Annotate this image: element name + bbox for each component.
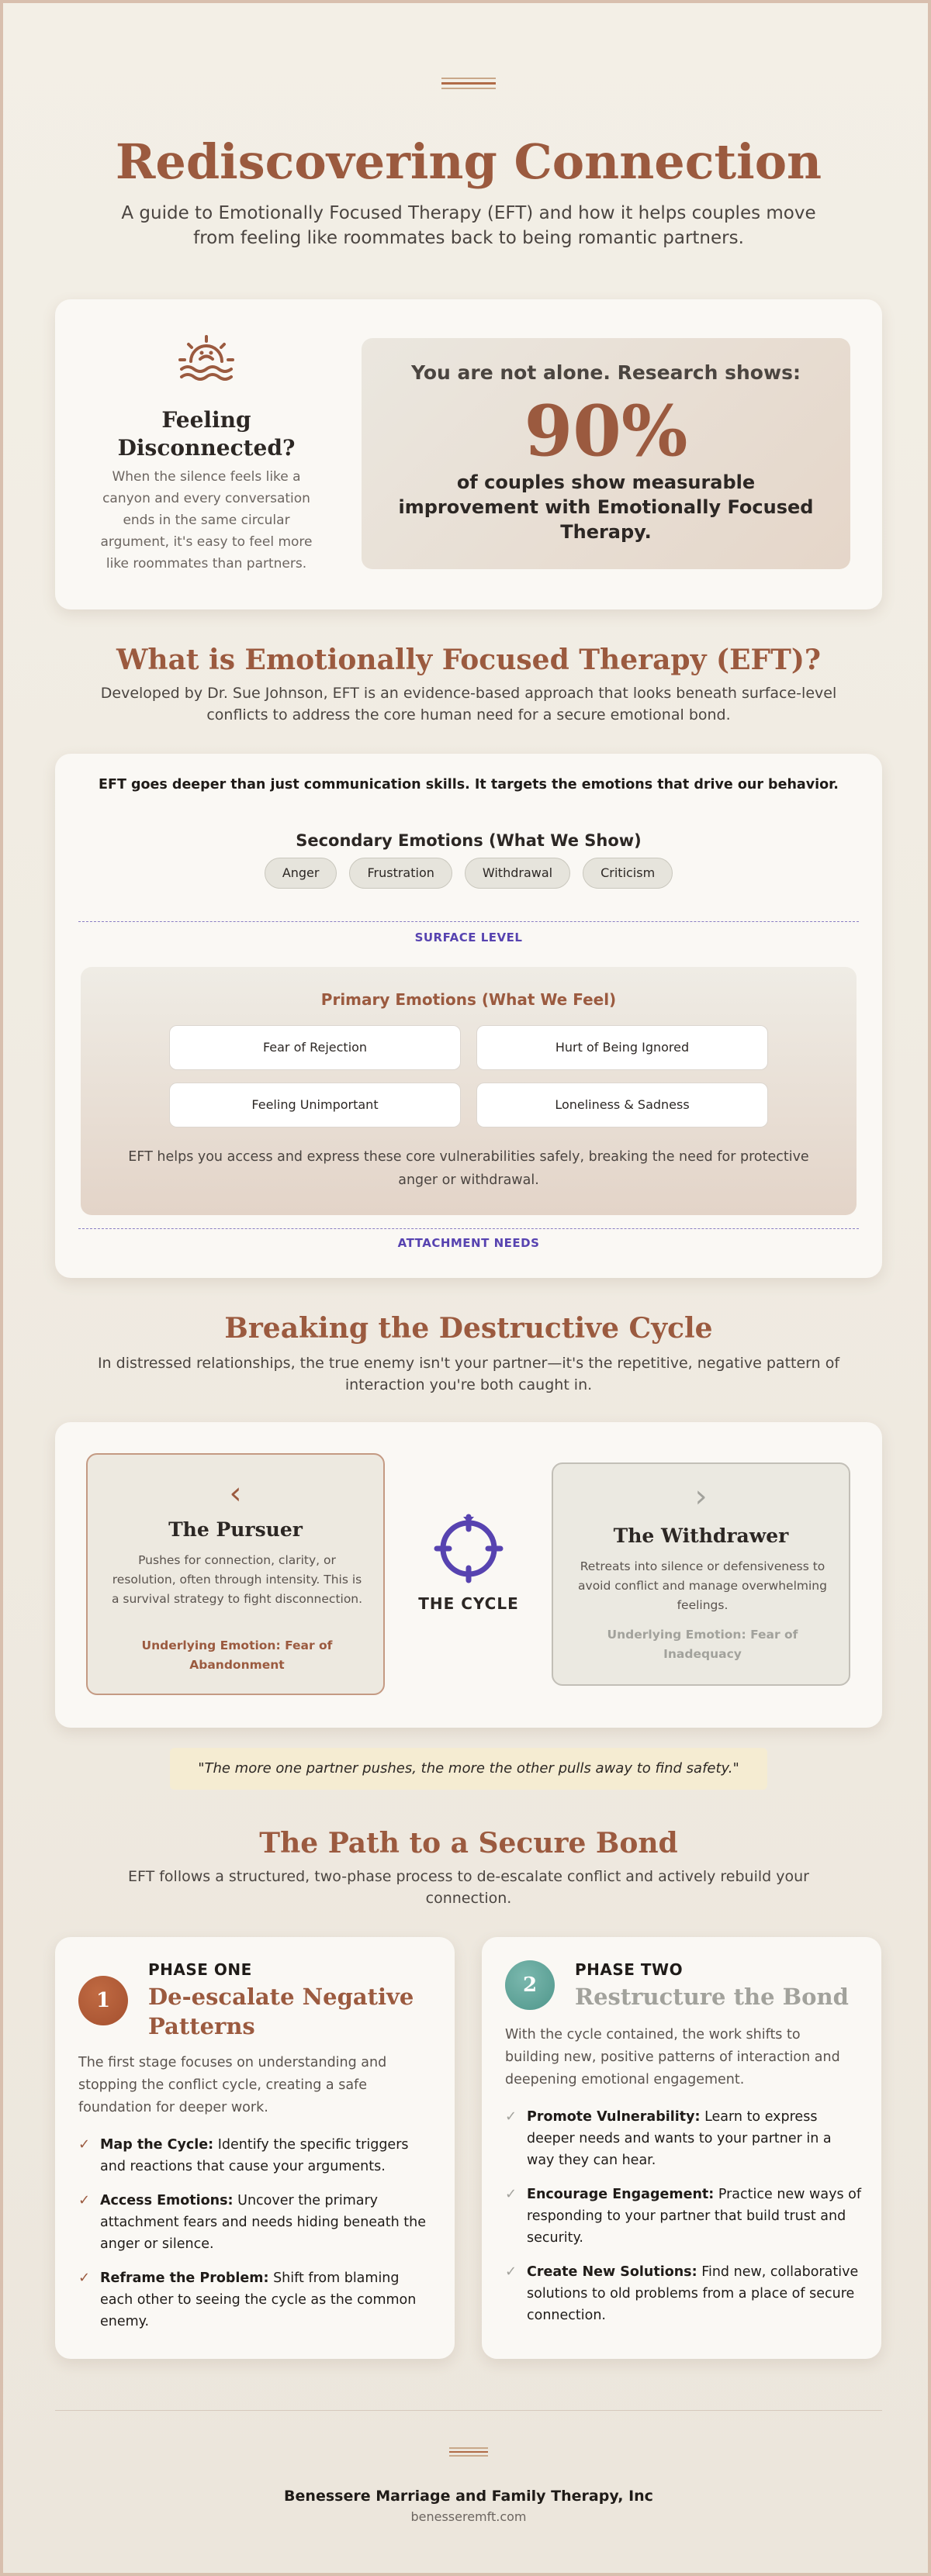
emotion-pill: Frustration — [349, 858, 452, 889]
step-heading: Promote Vulnerability: — [527, 2109, 701, 2125]
intro-card — [55, 299, 882, 609]
page-title: Rediscovering Connection — [115, 133, 822, 190]
step-text: Learn to express deeper needs and wants to your partner in a way they can hear. — [527, 2109, 832, 2168]
page-subtitle: A guide to Emotionally Focused Therapy (EFT) and how it helps couples move from feeling like roommates back to being romantic partners. — [121, 203, 816, 248]
path-title: The Path to a Secure Bond — [259, 1827, 678, 1859]
phase-number-badge: 1 — [78, 1976, 128, 2025]
phase-step — [505, 2106, 862, 2171]
eft-title: What is Emotionally Focused Therapy (EFT)? — [116, 644, 822, 676]
attachment-needs-label: ATTACHMENT NEEDS — [397, 1236, 540, 1250]
cycle-card — [55, 1422, 882, 1728]
cycle-title: Breaking the Destructive Cycle — [224, 1312, 713, 1345]
phase-step — [78, 2267, 435, 2333]
phase-one-card — [55, 1937, 455, 2359]
intro-title: Feeling Disconnected? — [117, 407, 296, 461]
phase-title: Restructure the Bond — [575, 1984, 849, 2010]
footer-website-link[interactable]: benesseremft.com — [410, 2509, 527, 2524]
pursuer-emotion: Underlying Emotion: Fear of Abandonment — [141, 1638, 333, 1672]
step-text: Practice new ways of responding to your partner that build trust and security. — [527, 2187, 861, 2246]
primary-emotion-cell: Fear of Rejection — [169, 1025, 461, 1070]
step-text: Shift from blaming each other to seeing the cycle as the common enemy. — [100, 2270, 417, 2329]
step-heading: Access Emotions: — [100, 2193, 234, 2208]
check-icon: ✓ — [505, 2108, 517, 2125]
footer-divider — [55, 2410, 882, 2411]
stat-heading: You are not alone. Research shows: — [411, 361, 801, 384]
withdrawer-panel — [552, 1462, 850, 1686]
cycle-subtitle: In distressed relationships, the true enemy isn't your partner—it's the repetitive, negative pattern of interaction you're both caught in. — [97, 1355, 840, 1393]
phase-label: PHASE ONE — [148, 1960, 252, 1979]
eft-subtitle: Developed by Dr. Sue Johnson, EFT is an evidence-based approach that looks beneath surface-level conflicts to address the core human need for a secure emotional bond. — [100, 685, 837, 723]
attachment-divider — [78, 1228, 859, 1229]
emotion-pill: Withdrawal — [465, 858, 570, 889]
pursuer-title: The Pursuer — [168, 1518, 303, 1541]
check-icon: ✓ — [505, 2186, 517, 2202]
check-icon: ✓ — [78, 2192, 91, 2208]
primary-emotions-grid — [169, 1025, 768, 1127]
withdrawer-title: The Withdrawer — [613, 1525, 789, 1547]
check-icon: ✓ — [78, 2136, 91, 2153]
primary-emotions-panel — [81, 967, 857, 1215]
path-subtitle: EFT follows a structured, two-phase process to de-escalate conflict and actively rebuild your connection. — [128, 1868, 809, 1907]
phase-number-badge: 2 — [505, 1960, 555, 2010]
step-text: Uncover the primary attachment fears and needs hiding beneath the anger or silence. — [100, 2193, 427, 2252]
phase-description: With the cycle contained, the work shifts to building new, positive patterns of interaction and deepening emotional engagement. — [505, 2027, 840, 2087]
step-text: Identify the specific triggers and reactions that cause your arguments. — [100, 2137, 409, 2174]
secondary-emotions-list — [55, 858, 882, 889]
intro-text: When the silence feels like a canyon and every conversation ends in the same circular argument, it's easy to feel more like roommates than partners. — [100, 469, 313, 571]
primary-emotion-cell: Feeling Unimportant — [169, 1083, 461, 1127]
check-icon: ✓ — [505, 2263, 517, 2280]
step-heading: Create New Solutions: — [527, 2264, 697, 2280]
cycle-icon — [434, 1514, 504, 1583]
sad-sun-icon — [175, 332, 237, 386]
withdrawer-emotion: Underlying Emotion: Fear of Inadequacy — [607, 1628, 798, 1661]
step-heading: Reframe the Problem: — [100, 2270, 269, 2286]
secondary-emotions-title: Secondary Emotions (What We Show) — [296, 831, 642, 850]
cycle-label: THE CYCLE — [418, 1594, 519, 1613]
emotion-pill: Anger — [265, 858, 337, 889]
cycle-quote: "The more one partner pushes, the more the other pulls away to find safety." — [170, 1748, 767, 1790]
phase-step — [505, 2261, 862, 2326]
phase-step — [505, 2184, 862, 2249]
phase-label: PHASE TWO — [575, 1960, 684, 1979]
chevron-left-icon: ‹ — [229, 1476, 242, 1511]
check-icon: ✓ — [78, 2270, 91, 2286]
stat-text: of couples show measurable improvement with Emotionally Focused Therapy. — [398, 471, 814, 543]
phase-steps — [505, 2106, 862, 2339]
surface-level-label: SURFACE LEVEL — [414, 931, 523, 944]
phase-two-card — [482, 1937, 881, 2359]
chevron-right-icon: › — [694, 1479, 708, 1514]
primary-emotion-cell: Hurt of Being Ignored — [476, 1025, 768, 1070]
withdrawer-text: Retreats into silence or defensiveness to avoid conflict and manage overwhelming feelings. — [578, 1559, 827, 1612]
phase-steps — [78, 2134, 435, 2345]
footer-logo-mark — [449, 2447, 488, 2458]
footer-org-name: Benessere Marriage and Family Therapy, Inc — [284, 2488, 653, 2505]
phase-step — [78, 2134, 435, 2177]
phase-description: The first stage focuses on understanding and stopping the conflict cycle, creating a safe foundation for deeper work. — [78, 2055, 387, 2115]
step-text: Find new, collaborative solutions to old problems from a place of secure connection. — [527, 2264, 859, 2323]
pursuer-panel — [86, 1453, 385, 1695]
phase-step — [78, 2190, 435, 2255]
emotions-card — [55, 754, 882, 1278]
emotions-lead: EFT goes deeper than just communication skills. It targets the emotions that drive our behavior. — [99, 777, 839, 792]
emotion-pill: Criticism — [583, 858, 673, 889]
primary-emotions-title: Primary Emotions (What We Feel) — [320, 990, 617, 1009]
pursuer-text: Pushes for connection, clarity, or resolution, often through intensity. This is a survival strategy to fight disconnection. — [111, 1553, 363, 1606]
logo-mark — [441, 78, 496, 92]
phase-title: De-escalate Negative Patterns — [148, 1984, 414, 2039]
primary-emotion-cell: Loneliness & Sadness — [476, 1083, 768, 1127]
step-heading: Map the Cycle: — [100, 2137, 214, 2153]
step-heading: Encourage Engagement: — [527, 2187, 715, 2202]
stat-panel — [362, 338, 850, 569]
surface-divider — [78, 921, 859, 922]
primary-emotions-footer: EFT helps you access and express these core vulnerabilities safely, breaking the need for protective anger or withdrawal. — [128, 1149, 809, 1188]
stat-value: 90% — [524, 390, 688, 472]
